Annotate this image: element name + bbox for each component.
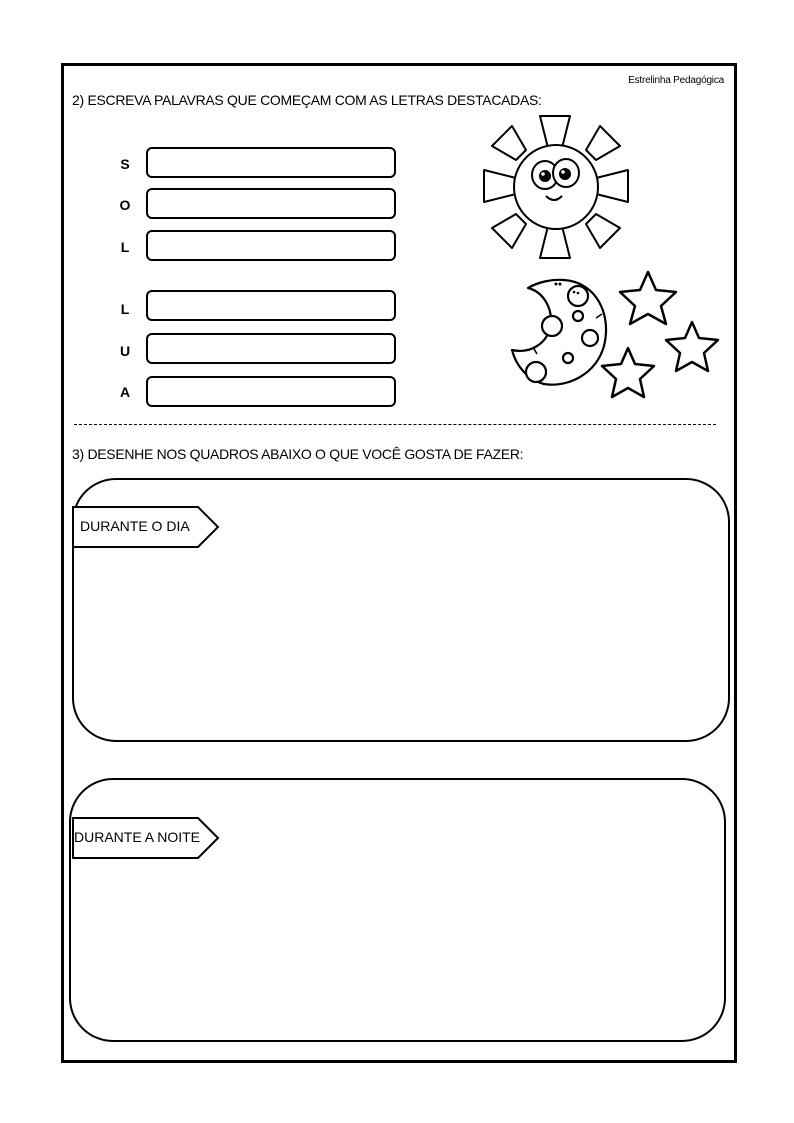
sun-ray bbox=[484, 170, 516, 202]
sun-ray bbox=[586, 214, 620, 248]
answer-box-s[interactable] bbox=[146, 147, 396, 178]
section-divider bbox=[74, 424, 716, 425]
answer-box-u[interactable] bbox=[146, 333, 396, 364]
letter-s: S bbox=[120, 156, 130, 172]
star-icon bbox=[666, 322, 718, 371]
answer-box-l[interactable] bbox=[146, 230, 396, 261]
question-3-title: 3) DESENHE NOS QUADROS ABAIXO O QUE VOCÊ GOSTA DE FAZER: bbox=[72, 446, 524, 462]
sun-ray bbox=[492, 126, 526, 160]
letter-l-2: L bbox=[120, 301, 130, 317]
tag-day bbox=[72, 506, 222, 548]
tag-day-label: DURANTE O DIA bbox=[80, 518, 190, 534]
star-icon bbox=[602, 348, 654, 397]
sun-icon bbox=[478, 112, 634, 262]
sun-face bbox=[514, 145, 598, 229]
letter-u: U bbox=[119, 343, 131, 359]
letter-a: A bbox=[119, 384, 131, 400]
answer-box-l-2[interactable] bbox=[146, 290, 396, 321]
stars-icon bbox=[596, 266, 728, 406]
sun-ray bbox=[596, 170, 628, 202]
tag-night-label: DURANTE A NOITE bbox=[74, 829, 201, 845]
sun-ray bbox=[540, 226, 570, 258]
sun-ray bbox=[492, 214, 526, 248]
tag-night bbox=[72, 817, 222, 859]
star-icon bbox=[620, 272, 676, 324]
sun-ray bbox=[540, 116, 570, 148]
letter-o: O bbox=[119, 197, 131, 213]
answer-box-a[interactable] bbox=[146, 376, 396, 407]
sun-ray bbox=[586, 126, 620, 160]
letter-l: L bbox=[120, 239, 130, 255]
question-2-title: 2) ESCREVA PALAVRAS QUE COMEÇAM COM AS LETRAS DESTACADAS: bbox=[72, 92, 542, 108]
brand-label: Estrelinha Pedagógica bbox=[628, 75, 724, 86]
answer-box-o[interactable] bbox=[146, 188, 396, 219]
